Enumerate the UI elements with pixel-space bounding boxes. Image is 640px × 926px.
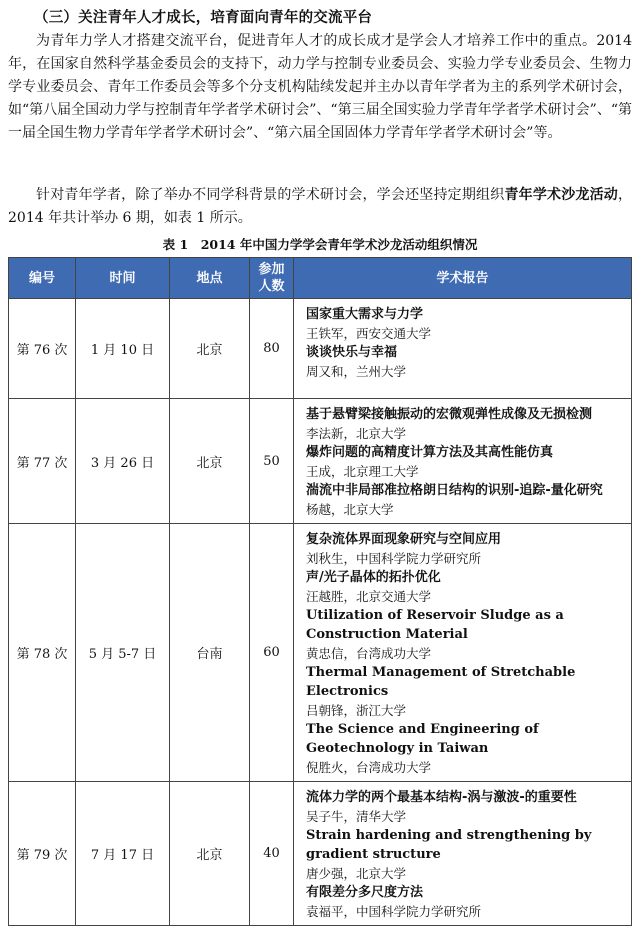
row-number: 第 78 次	[9, 524, 76, 782]
row-attendees: 40	[250, 782, 294, 926]
report-author: 李法新，北京大学	[306, 426, 407, 441]
row-attendees: 50	[250, 399, 294, 524]
paragraph-salon-text-before: 针对青年学者，除了举办不同学科背景的学术研讨会，学会还坚持定期组织	[36, 187, 505, 203]
report-author: 吕朝锋，浙江大学	[306, 703, 407, 718]
report-author: 袁福平，中国科学院力学研究所	[306, 904, 482, 919]
row-time: 1 月 10 日	[76, 299, 170, 399]
row-reports	[294, 299, 632, 399]
paragraph-salon	[8, 184, 632, 230]
report-title: Thermal Management of Stretchable Electronics	[306, 665, 576, 699]
table-row	[9, 782, 632, 926]
report-title: Strain hardening and strengthening by gradient structure	[306, 828, 592, 862]
row-attendees: 80	[250, 299, 294, 399]
row-place: 北京	[170, 399, 250, 524]
paragraph-salon-bold: 青年学术沙龙活动	[504, 187, 618, 203]
report-author: 唐少强，北京大学	[306, 866, 407, 881]
row-number: 第 79 次	[9, 782, 76, 926]
row-place: 北京	[170, 782, 250, 926]
row-attendees: 60	[250, 524, 294, 782]
report-title: 有限差分多尺度方法	[306, 885, 424, 900]
report-title: 爆炸问题的高精度计算方法及其高性能仿真	[306, 445, 554, 460]
report-author: 汪越胜，北京交通大学	[306, 589, 432, 604]
table-header-row	[9, 258, 632, 299]
row-reports	[294, 399, 632, 524]
row-time: 7 月 17 日	[76, 782, 170, 926]
report-author: 杨越，北京大学	[306, 502, 394, 517]
report-title: Utilization of Reservoir Sludge as a Construction Material	[306, 608, 564, 642]
report-title: 基于悬臂梁接触振动的宏微观弹性成像及无损检测	[306, 407, 593, 422]
report-title: 谈谈快乐与幸福	[306, 345, 398, 360]
row-number: 第 76 次	[9, 299, 76, 399]
report-title: 湍流中非局部准拉格朗日结构的识别-追踪-量化研究	[306, 483, 603, 498]
header-number: 编号	[9, 258, 76, 299]
row-number: 第 77 次	[9, 399, 76, 524]
report-author: 吴子牛，清华大学	[306, 809, 407, 824]
section-heading: （三）关注青年人才成长，培育面向青年的交流平台	[34, 9, 373, 26]
report-title: 复杂流体界面现象研究与空间应用	[306, 532, 502, 547]
report-title: 声/光子晶体的拓扑优化	[306, 570, 441, 585]
header-place: 地点	[170, 258, 250, 299]
report-author: 王成，北京理工大学	[306, 464, 419, 479]
report-author: 刘秋生，中国科学院力学研究所	[306, 551, 482, 566]
table-body	[9, 299, 632, 926]
table-row	[9, 399, 632, 524]
row-place: 北京	[170, 299, 250, 399]
salon-table	[8, 257, 632, 926]
row-reports	[294, 524, 632, 782]
header-attendees-line1: 参加	[258, 262, 285, 277]
report-title: 国家重大需求与力学	[306, 307, 424, 322]
row-reports	[294, 782, 632, 926]
report-title: 流体力学的两个最基本结构-涡与激波-的重要性	[306, 790, 577, 805]
row-place: 台南	[170, 524, 250, 782]
header-attendees-line2: 人数	[258, 279, 285, 294]
report-author: 王铁军，西安交通大学	[306, 326, 432, 341]
paragraph-salon-text-after: ，2014 年共计举办 6 期，如表 1 所示。	[8, 187, 632, 226]
table-caption: 表 1 2014 年中国力学学会青年学术沙龙活动组织情况	[162, 237, 478, 252]
row-time: 3 月 26 日	[76, 399, 170, 524]
header-time: 时间	[76, 258, 170, 299]
report-author: 黄忠信，台湾成功大学	[306, 646, 432, 661]
report-author: 周又和，兰州大学	[306, 364, 407, 379]
row-time: 5 月 5-7 日	[76, 524, 170, 782]
header-reports: 学术报告	[294, 258, 632, 299]
report-title: The Science and Engineering of Geotechnology in Taiwan	[306, 722, 539, 756]
paragraph-platform: 为青年力学人才搭建交流平台，促进青年人才的成长成才是学会人才培养工作中的重点。2014 年，在国家自然科学基金委员会的支持下，动力学与控制专业委员会、实验力学专业委员会、生物力学专业委员会、青年工作委员会等多个分支机构陆续发起并主办以青年学者为主的系列学术研讨会，如“第八届全国动力学与控制青年学者学术研讨会”、“第三届全国实验力学青年学者学术研讨会”、“第一届全国生物力学青年学者学术研讨会”、“第六届全国固体力学青年学者学术研讨会”等。	[8, 33, 632, 141]
header-attendees	[250, 258, 294, 299]
table-row	[9, 524, 632, 782]
report-author: 倪胜火，台湾成功大学	[306, 760, 432, 775]
table-row	[9, 299, 632, 399]
